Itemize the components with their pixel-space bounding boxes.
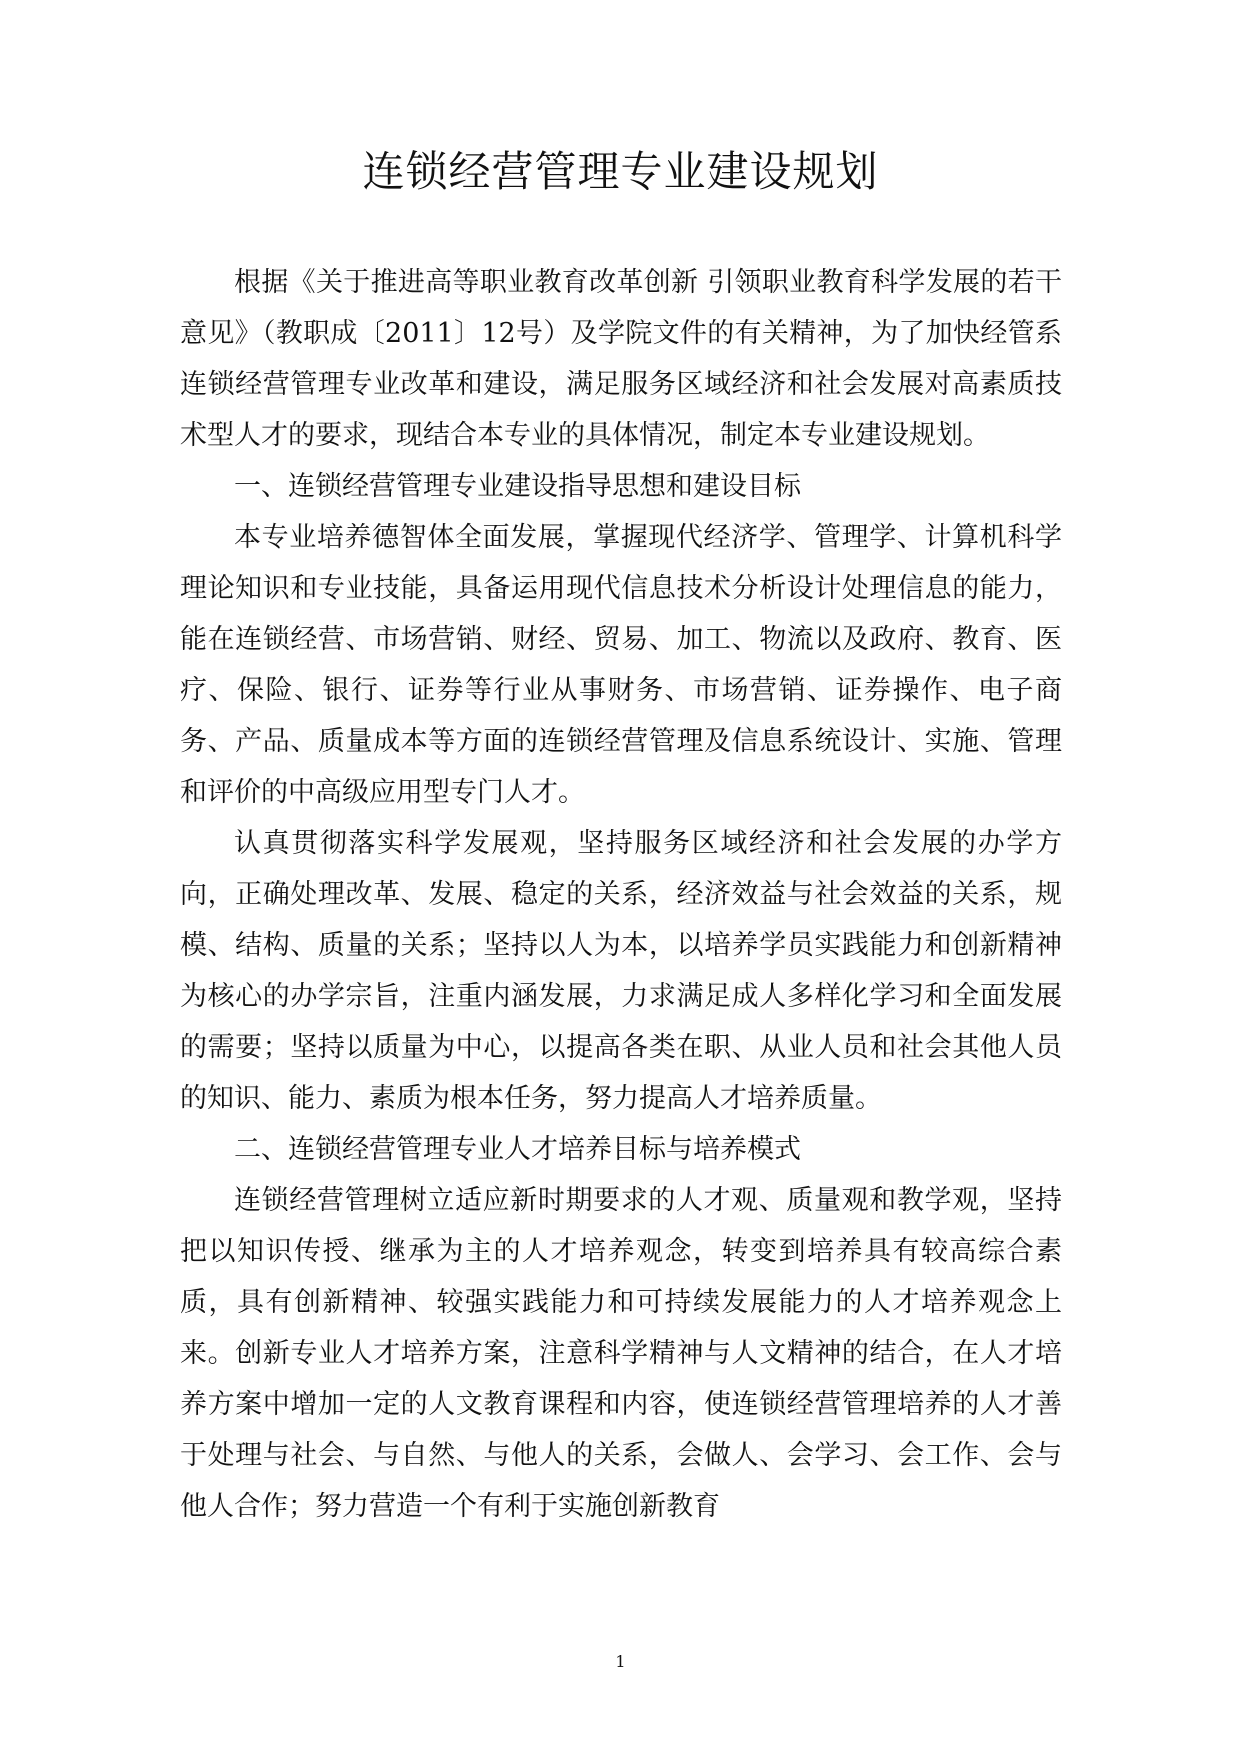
section-1-paragraph-2: 认真贯彻落实科学发展观，坚持服务区域经济和社会发展的办学方向，正确处理改革、发展、稳定的关系，经济效益与社会效益的关系，规模、结构、质量的关系；坚持以人为本，以培养学员实践能力和创新精神为核心的办学宗旨，注重内涵发展，力求满足成人多样化学习和全面发展的需要；坚持以质量为中心，以提高各类在职、从业人员和社会其他人员的知识、能力、素质为根本任务，努力提高人才培养质量。 bbox=[180, 828, 1062, 1114]
section-2-heading: 二、连锁经营管理专业人才培养目标与培养模式 bbox=[234, 1134, 801, 1165]
section-1-heading: 一、连锁经营管理专业建设指导思想和建设目标 bbox=[234, 471, 801, 502]
document-body bbox=[180, 257, 1062, 1532]
section-1-paragraph-1: 本专业培养德智体全面发展，掌握现代经济学、管理学、计算机科学理论知识和专业技能，具备运用现代信息技术分析设计处理信息的能力，能在连锁经营、市场营销、财经、贸易、加工、物流以及政府、教育、医疗、保险、银行、证券等行业从事财务、市场营销、证券操作、电子商务、产品、质量成本等方面的连锁经营管理及信息系统设计、实施、管理和评价的中高级应用型专门人才。 bbox=[180, 522, 1062, 808]
intro-paragraph: 根据《关于推进高等职业教育改革创新 引领职业教育科学发展的若干意见》（教职成〔2011〕12号）及学院文件的有关精神，为了加快经管系连锁经营管理专业改革和建设，满足服务区域经济和社会发展对高素质技术型人才的要求，现结合本专业的具体情况，制定本专业建设规划。 bbox=[180, 267, 1062, 451]
section-2-paragraph-1: 连锁经营管理树立适应新时期要求的人才观、质量观和教学观，坚持把以知识传授、继承为主的人才培养观念，转变到培养具有较高综合素质，具有创新精神、较强实践能力和可持续发展能力的人才培养观念上来。创新专业人才培养方案，注意科学精神与人文精神的结合，在人才培养方案中增加一定的人文教育课程和内容，使连锁经营管理培养的人才善于处理与社会、与自然、与他人的关系，会做人、会学习、会工作、会与他人合作；努力营造一个有利于实施创新教育 bbox=[180, 1185, 1062, 1522]
document-title: 连锁经营管理专业建设规划 bbox=[362, 147, 879, 196]
page-number: 1 bbox=[615, 1652, 626, 1671]
